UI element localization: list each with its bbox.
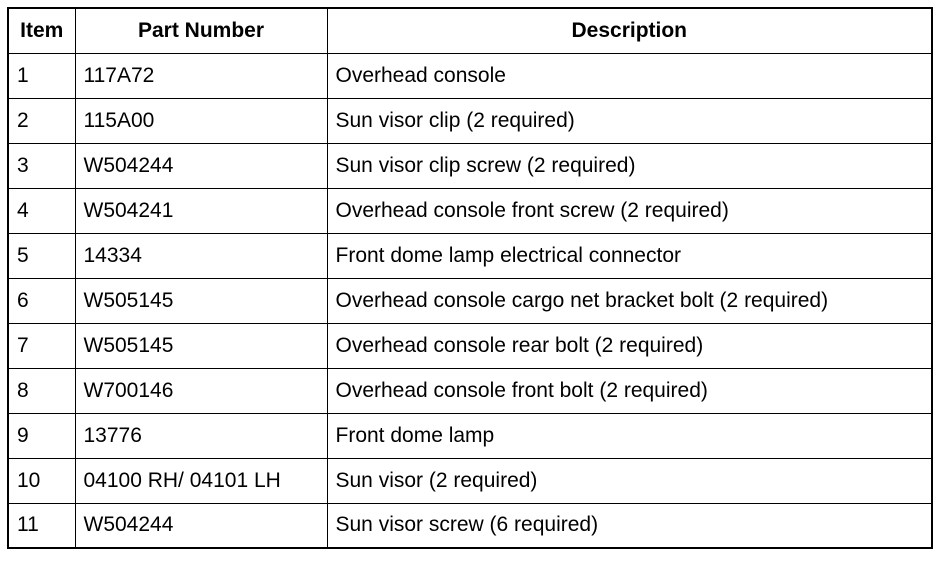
header-row bbox=[8, 8, 932, 53]
cell-item: 10 bbox=[8, 458, 75, 503]
table-body bbox=[8, 53, 932, 548]
cell-part-number: W505145 bbox=[75, 278, 327, 323]
table-row bbox=[8, 503, 932, 548]
cell-item: 7 bbox=[8, 323, 75, 368]
cell-part-number: 04100 RH/ 04101 LH bbox=[75, 458, 327, 503]
cell-description: Front dome lamp electrical connector bbox=[327, 233, 932, 278]
cell-item: 3 bbox=[8, 143, 75, 188]
table-row bbox=[8, 323, 932, 368]
cell-part-number: W504244 bbox=[75, 143, 327, 188]
cell-part-number: 14334 bbox=[75, 233, 327, 278]
cell-description: Overhead console cargo net bracket bolt (2 required) bbox=[327, 278, 932, 323]
cell-item: 2 bbox=[8, 98, 75, 143]
cell-description: Sun visor (2 required) bbox=[327, 458, 932, 503]
cell-description: Sun visor clip screw (2 required) bbox=[327, 143, 932, 188]
header-item: Item bbox=[8, 8, 75, 53]
cell-description: Sun visor clip (2 required) bbox=[327, 98, 932, 143]
cell-part-number: 117A72 bbox=[75, 53, 327, 98]
cell-item: 8 bbox=[8, 368, 75, 413]
cell-description: Overhead console front screw (2 required) bbox=[327, 188, 932, 233]
table-row bbox=[8, 458, 932, 503]
cell-item: 1 bbox=[8, 53, 75, 98]
header-description: Description bbox=[327, 8, 932, 53]
cell-part-number: 13776 bbox=[75, 413, 327, 458]
cell-description: Sun visor screw (6 required) bbox=[327, 503, 932, 548]
cell-item: 6 bbox=[8, 278, 75, 323]
table-row bbox=[8, 278, 932, 323]
cell-part-number: W700146 bbox=[75, 368, 327, 413]
cell-description: Overhead console rear bolt (2 required) bbox=[327, 323, 932, 368]
table-row bbox=[8, 233, 932, 278]
table-row bbox=[8, 413, 932, 458]
table-row bbox=[8, 98, 932, 143]
cell-part-number: W505145 bbox=[75, 323, 327, 368]
cell-part-number: W504244 bbox=[75, 503, 327, 548]
table-row bbox=[8, 53, 932, 98]
cell-item: 11 bbox=[8, 503, 75, 548]
cell-description: Front dome lamp bbox=[327, 413, 932, 458]
cell-item: 5 bbox=[8, 233, 75, 278]
cell-part-number: 115A00 bbox=[75, 98, 327, 143]
table-header bbox=[8, 8, 932, 53]
cell-item: 9 bbox=[8, 413, 75, 458]
cell-description: Overhead console front bolt (2 required) bbox=[327, 368, 932, 413]
parts-table bbox=[7, 7, 933, 549]
table-row bbox=[8, 188, 932, 233]
table-row bbox=[8, 368, 932, 413]
table-row bbox=[8, 143, 932, 188]
cell-part-number: W504241 bbox=[75, 188, 327, 233]
cell-item: 4 bbox=[8, 188, 75, 233]
header-part-number: Part Number bbox=[75, 8, 327, 53]
cell-description: Overhead console bbox=[327, 53, 932, 98]
